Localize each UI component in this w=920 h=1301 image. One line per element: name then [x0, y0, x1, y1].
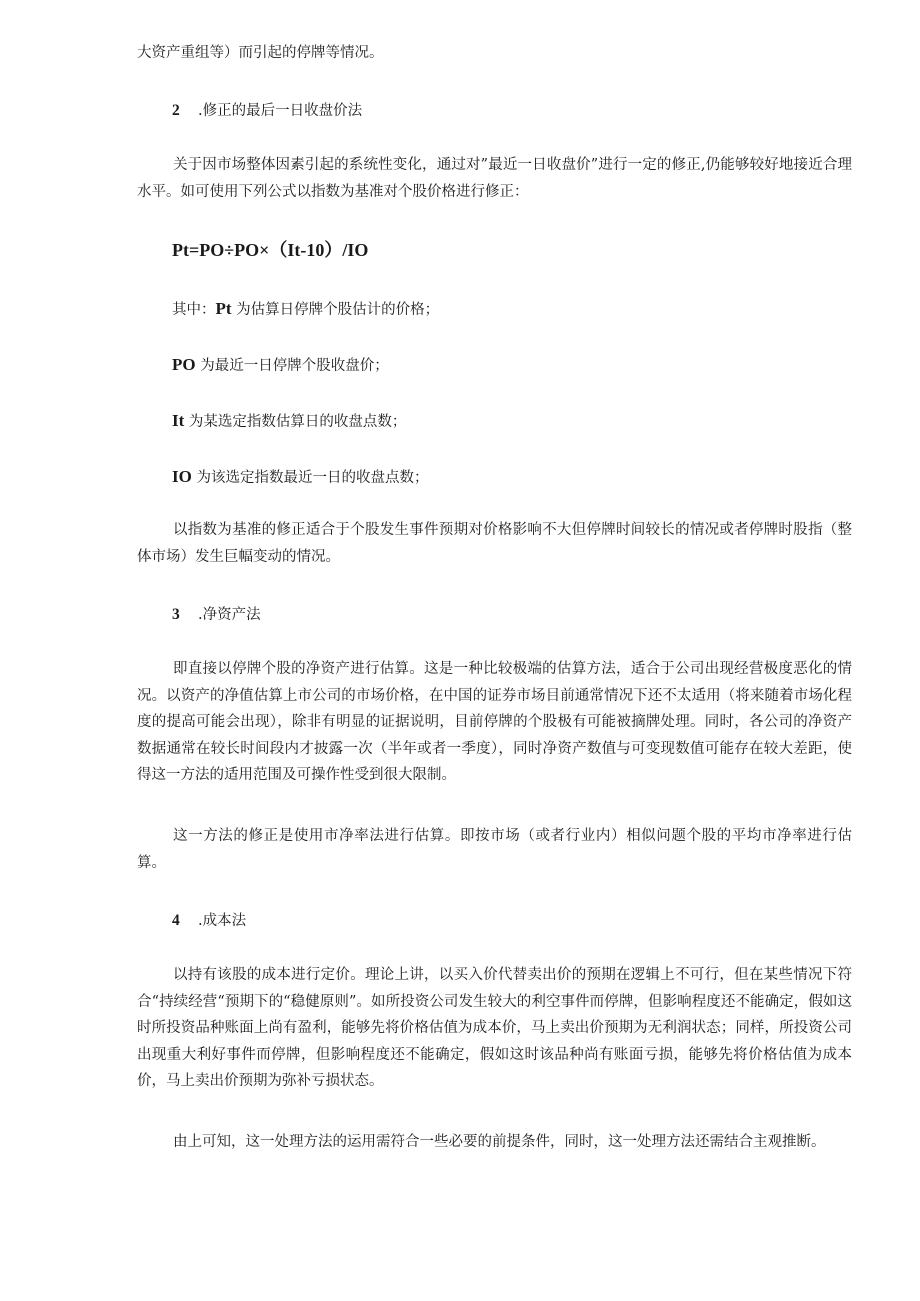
definition-po: [172, 352, 389, 379]
paragraph: 即直接以停牌个股的净资产进行估算。这是一种比较极端的估算方法，适合于公司出现经营极度恶化的情况。以资产的净值估算上市公司的市场价格，在中国的证券市场目前通常情况下还不太适用（将来随着市场化程度的提高可能会出现），除非有明显的证据说明，目前停牌的个股极有可能被摘牌处理。同时，各公司的净资产数据通常在较长时间段内才披露一次（半年或者一季度），同时净资产数值与可变现数值可能存在较大差距，使得这一方法的适用范围及可操作性受到很大限制。: [137, 661, 852, 783]
definition-io: [172, 464, 428, 491]
paragraph: 以指数为基准的修正适合于个股发生事件预期对价格影响不大但停牌时间较长的情况或者停牌时股指（整体市场）发生巨幅变动的情况。: [137, 522, 852, 565]
definition-text: 为该选定指数最近一日的收盘点数；: [196, 470, 429, 486]
definition-pt: [172, 296, 439, 323]
section-number: 2: [172, 102, 180, 119]
definition-text: 为某选定指数估算日的收盘点数；: [188, 414, 407, 430]
section-3-heading: [172, 602, 261, 628]
section-2-heading: [172, 98, 362, 124]
symbol: IO: [172, 467, 192, 486]
definition-prefix: 其中：: [172, 302, 216, 318]
definition-text: 为估算日停牌个股估计的价格；: [236, 302, 440, 318]
paragraph: 由上可知，这一处理方法的运用需符合一些必要的前提条件，同时，这一处理方法还需结合主观推断。: [173, 1134, 826, 1150]
definition-it: [172, 408, 406, 435]
symbol: It: [172, 411, 185, 430]
definition-text: 为最近一日停牌个股收盘价；: [200, 358, 389, 374]
continuation-line: 大资产重组等）而引起的停牌等情况。: [137, 45, 384, 61]
section-4-heading: [172, 908, 246, 934]
paragraph: 这一方法的修正是使用市净率法进行估算。即按市场（或者行业内）相似问题个股的平均市净率进行估算。: [137, 828, 852, 871]
section-title: .成本法: [198, 913, 247, 929]
paragraph: 以持有该股的成本进行定价。理论上讲，以买入价代替卖出价的预期在逻辑上不可行，但在某些情况下符合“持续经营“预期下的“稳健原则”。如所投资公司发生较大的利空事件而停牌，但影响程度还不能确定，假如这时所投资品种账面上尚有盈利，能够先将价格估值为成本价，马上卖出价预期为无利润状态；同样，所投资公司出现重大利好事件而停牌，但影响程度还不能确定，假如这时该品种尚有账面亏损，能够先将价格估值为成本价，马上卖出价预期为弥补亏损状态。: [137, 967, 852, 1089]
section-number: 4: [172, 912, 180, 929]
section-title: .净资产法: [198, 607, 261, 623]
section-number: 3: [172, 606, 180, 623]
symbol: PO: [172, 355, 196, 374]
formula: Pt=PO÷PO×（It-10）/IO: [172, 240, 369, 260]
paragraph: 关于因市场整体因素引起的系统性变化，通过对”最近一日收盘价”进行一定的修正,仍能够较好地接近合理水平。如可使用下列公式以指数为基准对个股价格进行修正：: [137, 157, 852, 200]
symbol: Pt: [215, 299, 232, 318]
section-title: .修正的最后一日收盘价法: [198, 103, 363, 119]
